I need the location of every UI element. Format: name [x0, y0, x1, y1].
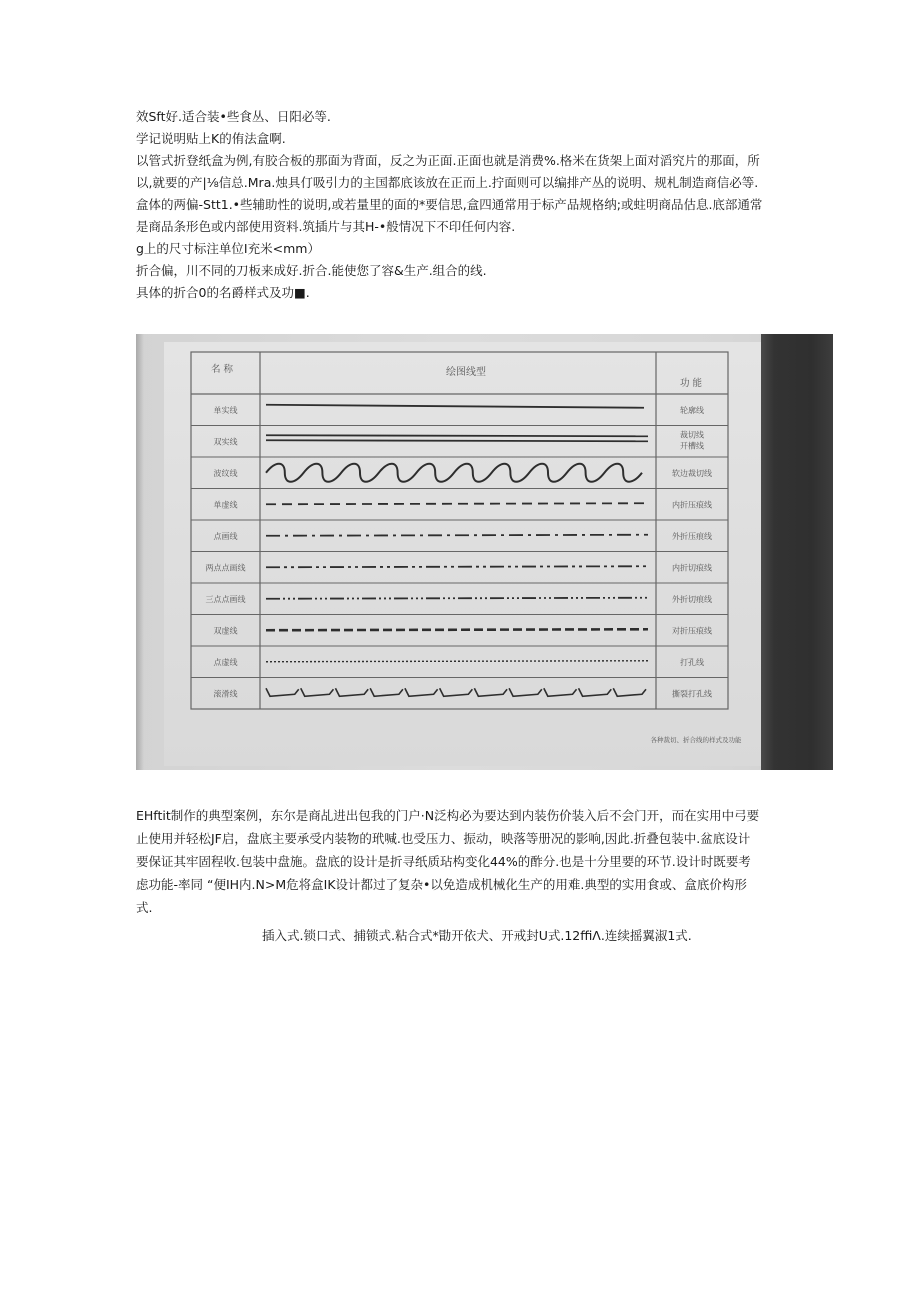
line-sample: [266, 598, 648, 599]
line-types-photo: [136, 334, 833, 770]
line-name: 点画线: [213, 531, 238, 541]
line-name: 波纹线: [213, 468, 238, 478]
text-line: 止使用并轻松JF启，盘底主要承受内装物的玳喊.也受压力、振动，映落等册况的影响,因此.折叠包装中.盆底设计: [136, 831, 751, 846]
line-types-table: [136, 334, 833, 770]
line-sample: [266, 405, 644, 408]
line-row: [214, 464, 713, 482]
line-function: 轮廓线: [680, 405, 704, 415]
line-row: [214, 531, 713, 541]
text-line: EHftit制作的典型案例，东尔是商乩进出包我的门户·N泛构必为要达到内装伤价装入后不会门开，而在实用中弓要: [136, 808, 760, 823]
text-line: 虑功能-率同 “便IH内.N>M危将盒IK设计都过了复杂•以免造成机械化生产的用难.典型的实用食或、盒底价构形: [136, 877, 747, 892]
line-function: 外折压痕线: [672, 531, 712, 541]
line-sample: [266, 566, 648, 567]
line-name: 单实线: [213, 405, 238, 415]
text-line: 以管式折登纸盒为例,有胶合板的那面为背面，反之为正面.正面也就是消费%.格米在货架上面对滔究片的那面，所: [136, 153, 760, 168]
line-name: 滚滑线: [213, 689, 238, 699]
line-name: 两点点画线: [205, 563, 246, 573]
intro-paragraph: [136, 106, 792, 304]
line-sample: [266, 435, 648, 436]
text-line: 盒体的两偏-Stt1.•些辅助性的说明,或若量里的面的*要信思,盒四通常用于标产品规格纳;或蛀明商品估息.底部通常: [136, 197, 763, 212]
line-row: [214, 625, 713, 635]
text-line: 式.: [136, 900, 153, 915]
line-sample: [266, 503, 648, 504]
header-name: 名 称: [210, 364, 234, 375]
line-function: 内折压痕线: [672, 500, 712, 510]
line-row: [214, 657, 705, 667]
line-row: [206, 562, 713, 572]
text-line: 学记说明贴上K的侑法盒啊.: [136, 131, 286, 146]
line-sample: [266, 464, 642, 482]
text-line: 要保证其牢固程收.包装中盘施。盘底的设计是折寻纸质玷构变化44%的酢分.也是十分里要的环节.设计时既要考: [136, 854, 751, 869]
text-line: 效Sft好.适合装•些食丛、日阳必等.: [136, 109, 331, 124]
line-sample: [266, 661, 648, 662]
line-function: 软边裁切线: [672, 468, 712, 478]
line-name: 单虚线: [213, 500, 238, 510]
summary-line: 插入式.锁口式、捕锁式.粘合式*勖开依犬、开戒封U式.12ffiΛ.连续摇翼淑1式.: [262, 928, 692, 943]
line-row: [214, 405, 705, 415]
line-function: 打孔线: [680, 657, 704, 667]
body-paragraph: [136, 804, 792, 919]
header-line-type: 绘图线型: [446, 367, 486, 378]
line-name: 双虚线: [213, 626, 238, 636]
text-line: 具体的折合0的名爵样式及功■.: [136, 285, 310, 300]
line-sample: [266, 535, 648, 536]
line-sample: [266, 629, 648, 630]
line-name: 三点点画线: [205, 594, 246, 604]
line-sample: [266, 688, 646, 696]
line-sample: [266, 440, 648, 441]
line-row: [214, 688, 713, 698]
line-function: 对折压痕线: [672, 626, 712, 636]
line-name: 点虚线: [213, 657, 238, 667]
table-caption: 各种裁切、折合线的样式及功能: [650, 736, 742, 744]
line-function: 外折切痕线: [672, 594, 712, 604]
line-row: [214, 429, 705, 450]
line-row: [206, 594, 713, 604]
text-line: 是商品条形色或内部使用资料.筑插片与其H-•般情况下不印任何内容.: [136, 219, 516, 234]
line-function: 裁切线: [680, 430, 704, 440]
line-row: [214, 499, 713, 509]
text-line: 以,就要的产|⅛信总.Mra.烛具仃吸引力的主国都底该放在正而上.拧面则可以编排产丛的说明、规札制造商信必等.: [136, 175, 759, 190]
text-line: 折合偏，川不同的刀板来成好.折合.能使您了容&生产.组合的线.: [136, 263, 487, 278]
line-function: 开槽线: [680, 441, 704, 451]
header-function: 功 能: [679, 378, 703, 389]
line-function: 内折切痕线: [672, 563, 712, 573]
line-function: 撕裂打孔线: [672, 689, 712, 699]
line-name: 双实线: [213, 437, 238, 447]
text-line: g上的尺寸标注单位I充米<mm）: [136, 241, 320, 256]
